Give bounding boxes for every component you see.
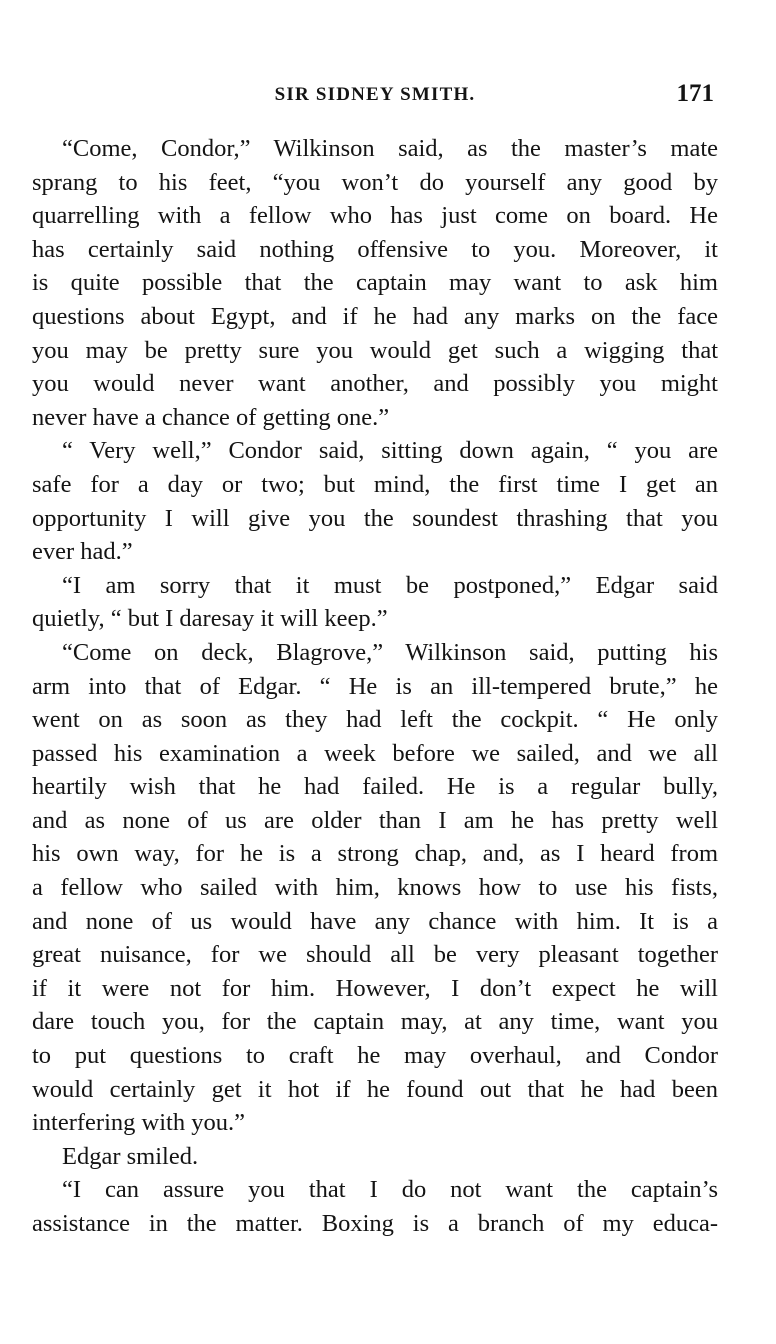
text-line: assistance in the matter. Boxing is a branch of my educa-: [32, 1210, 718, 1237]
running-title: SIR SIDNEY SMITH.: [274, 84, 476, 105]
running-head: [32, 80, 718, 112]
text-line: a fellow who sailed with him, knows how to use his fists,: [32, 874, 718, 902]
text-line: went on as soon as they had left the cockpit. “ He only: [32, 706, 718, 734]
text-line: dare touch you, for the captain may, at any time, want you: [32, 1008, 718, 1036]
body-text: [32, 132, 718, 1241]
text-line: to put questions to craft he may overhaul, and Condor: [32, 1042, 718, 1070]
text-line: “I am sorry that it must be postponed,” Edgar said: [62, 571, 718, 599]
text-line: “Come, Condor,” Wilkinson said, as the master’s mate: [62, 135, 718, 162]
text-line: “I can assure you that I do not want the captain’s: [62, 1176, 718, 1204]
text-line: you may be pretty sure you would get such a wigging that: [32, 336, 718, 364]
text-line: you would never want another, and possibly you might: [32, 370, 718, 398]
text-line: has certainly said nothing offensive to you. Moreover, it: [32, 235, 718, 263]
text-line: never have a chance of getting one.”: [32, 403, 390, 431]
text-line: quarrelling with a fellow who has just come on board. He: [32, 202, 718, 230]
text-line: quietly, “ but I daresay it will keep.”: [32, 605, 388, 633]
text-line: “ Very well,” Condor said, sitting down again, “ you are: [62, 437, 718, 465]
text-line: “Come on deck, Blagrove,” Wilkinson said, putting his: [62, 638, 718, 666]
text-line: and as none of us are older than I am he has pretty well: [32, 806, 718, 834]
text-line: his own way, for he is a strong chap, and, as I heard from: [32, 840, 718, 868]
text-line: opportunity I will give you the soundest thrashing that you: [32, 504, 718, 532]
text-line: is quite possible that the captain may want to ask him: [32, 269, 718, 297]
text-line: sprang to his feet, “you won’t do yourself any good by: [32, 168, 718, 196]
text-line: arm into that of Edgar. “ He is an ill-tempered brute,” he: [32, 672, 718, 700]
text-line: passed his examination a week before we sailed, and we all: [32, 739, 718, 767]
text-line: questions about Egypt, and if he had any marks on the face: [32, 302, 718, 330]
text-line: would certainly get it hot if he found out that he had been: [32, 1075, 718, 1103]
text-line: if it were not for him. However, I don’t expect he will: [32, 974, 718, 1002]
text-line: great nuisance, for we should all be very pleasant together: [32, 941, 718, 969]
text-line: ever had.”: [32, 538, 133, 566]
text-line: safe for a day or two; but mind, the first time I get an: [32, 470, 718, 498]
text-line: and none of us would have any chance with him. It is a: [32, 907, 718, 935]
page-number: 171: [676, 80, 714, 107]
text-line: heartily wish that he had failed. He is a regular bully,: [32, 773, 718, 801]
text-line: interfering with you.”: [32, 1109, 245, 1137]
text-line: Edgar smiled.: [62, 1142, 199, 1170]
